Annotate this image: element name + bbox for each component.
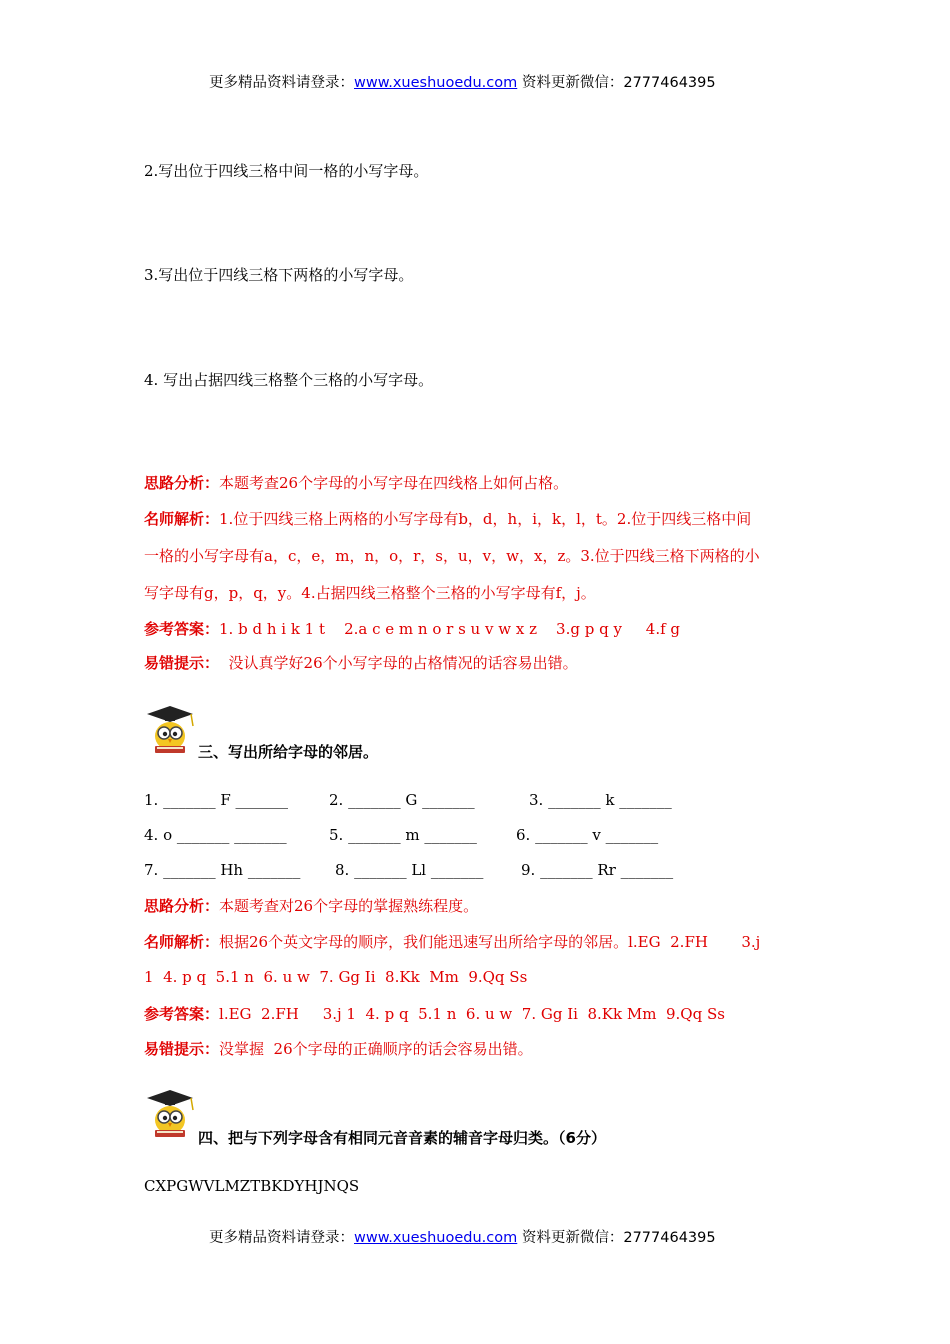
- neighbor-item-1: 1. _______ F _______: [144, 791, 289, 809]
- owl-graduate-icon: [143, 1088, 197, 1140]
- footer-wechat: 2777464395: [623, 1230, 716, 1246]
- header-suffix: 资料更新微信：: [517, 75, 624, 91]
- neighbor-item-2: 2. _______ G _______: [329, 791, 475, 809]
- neighbor-item-8: 8. _______ Ll _______: [335, 861, 484, 879]
- s3-explain-text-1: 根据26个英文字母的顺序，我们能迅速写出所给字母的邻居。l.EG 2.FH 3.j: [219, 933, 761, 951]
- explain-text-1: 1.位于四线三格上两格的小写字母有b，d，h，i，k，l，t。2.位于四线三格中间: [219, 510, 752, 528]
- neighbor-item-3: 3. _______ k _______: [529, 791, 672, 809]
- header-wechat: 2777464395: [623, 75, 716, 91]
- footer-link[interactable]: www.xueshuoedu.com: [354, 1230, 518, 1246]
- page-footer: [209, 1226, 716, 1247]
- neighbor-item-9: 9. _______ Rr _______: [521, 861, 674, 879]
- analysis-line: [144, 472, 568, 493]
- footer-suffix: 资料更新微信：: [517, 1230, 624, 1246]
- explain-line-3: 写字母有g，p，q，y。4.占据四线三格整个三格的小写字母有f，j。: [144, 584, 596, 602]
- s3-analysis-line: [144, 895, 478, 916]
- answer-line: [144, 618, 680, 639]
- neighbor-item-7: 7. _______ Hh _______: [144, 861, 301, 879]
- neighbor-item-6: 6. _______ v _______: [516, 826, 659, 844]
- analysis-label: 思路分析：: [144, 474, 220, 492]
- section-4-title: 四、把与下列字母含有相同元音音素的辅音字母归类。（6分）: [198, 1129, 606, 1147]
- neighbor-item-5: 5. _______ m _______: [329, 826, 477, 844]
- header-prefix: 更多精品资料请登录：: [209, 75, 354, 91]
- s3-explain-label: 名师解析：: [144, 933, 220, 951]
- analysis-text: 本题考查26个字母的小写字母在四线格上如何占格。: [219, 474, 569, 492]
- explain-label: 名师解析：: [144, 510, 220, 528]
- s3-explain-line-2: 1 4. p q 5.1 n 6. u w 7. Gg Ii 8.Kk Mm 9.Qq Ss: [144, 968, 528, 986]
- letter-sequence: CXPGWVLMZTBKDYHJNQS: [144, 1177, 360, 1195]
- explain-line-1: [144, 508, 751, 529]
- s3-answer-text: l.EG 2.FH 3.j 1 4. p q 5.1 n 6. u w 7. Gg Ii 8.Kk Mm 9.Qq Ss: [219, 1005, 725, 1023]
- footer-prefix: 更多精品资料请登录：: [209, 1230, 354, 1246]
- answer-label: 参考答案：: [144, 620, 220, 638]
- explain-line-2: 一格的小写字母有a，c，e，m，n，o，r，s，u，v，w，x，z。3.位于四线三格下两格的小: [144, 547, 760, 565]
- owl-graduate-icon: [143, 704, 197, 756]
- s3-tip-text: 没掌握 26个字母的正确顺序的话会容易出错。: [219, 1040, 533, 1058]
- question-3: 3.写出位于四线三格下两格的小写字母。: [144, 266, 414, 284]
- tip-text: 没认真学好26个小写字母的占格情况的话容易出错。: [219, 654, 578, 672]
- s3-answer-label: 参考答案：: [144, 1005, 220, 1023]
- s3-analysis-text: 本题考查对26个字母的掌握熟练程度。: [219, 897, 479, 915]
- s3-tip-label: 易错提示：: [144, 1040, 220, 1058]
- s3-answer-line: [144, 1003, 725, 1024]
- page-header: [209, 71, 716, 92]
- tip-label: 易错提示：: [144, 654, 220, 672]
- header-link[interactable]: www.xueshuoedu.com: [354, 75, 518, 91]
- neighbor-item-4: 4. o _______ _______: [144, 826, 287, 844]
- s3-explain-line-1: [144, 931, 760, 952]
- section-3-title: 三、写出所给字母的邻居。: [198, 743, 379, 761]
- answer-text: 1. b d h i k 1 t 2.a c e m n o r s u v w x z 3.g p q y 4.f g: [219, 620, 681, 638]
- question-2: 2.写出位于四线三格中间一格的小写字母。: [144, 162, 429, 180]
- s3-tip-line: [144, 1038, 533, 1059]
- question-4: 4. 写出占据四线三格整个三格的小写字母。: [144, 371, 434, 389]
- s3-analysis-label: 思路分析：: [144, 897, 220, 915]
- tip-line: [144, 652, 578, 673]
